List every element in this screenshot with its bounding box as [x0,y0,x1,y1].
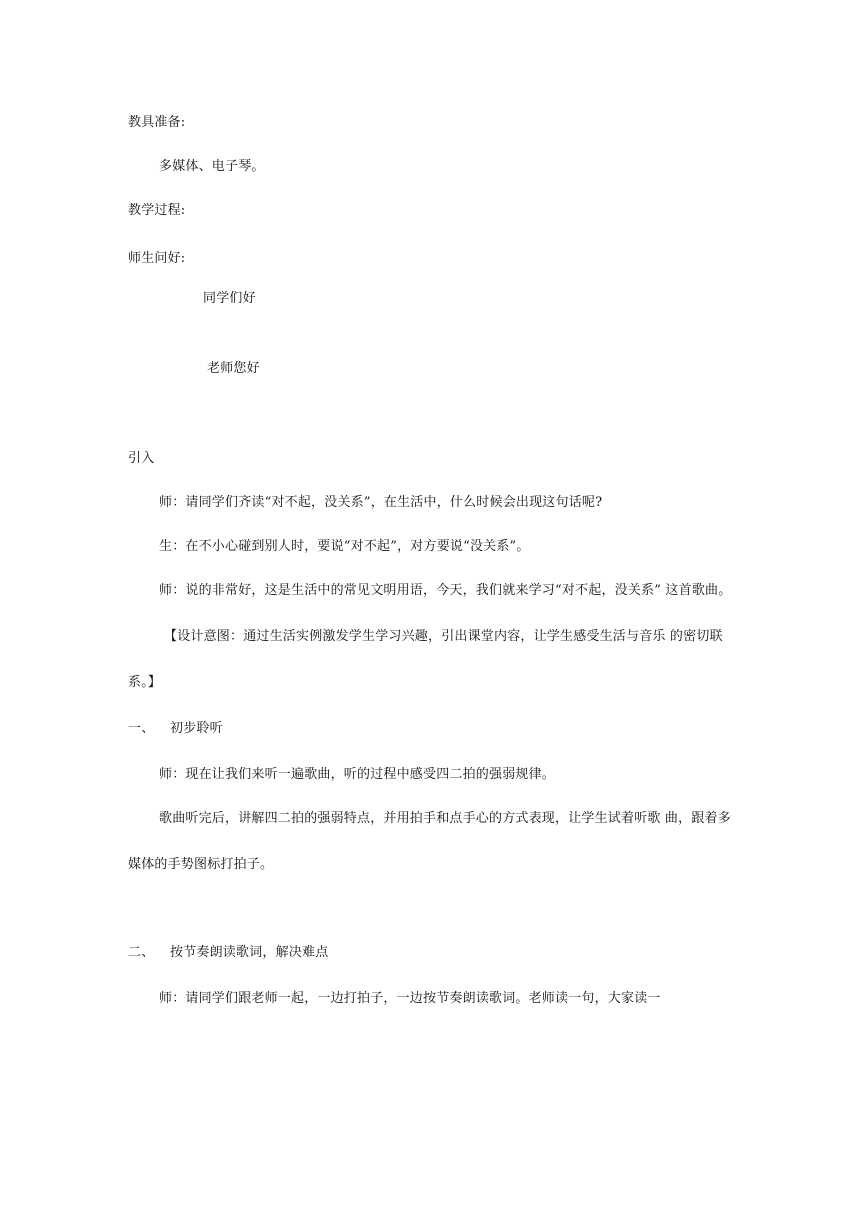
greeting-heading: 师生问好: [128,251,186,266]
section-2-teacher: 师：请同学们跟老师一起，一边打拍子，一边按节奏朗读歌词。老师读一句，大家读一 [159,991,661,1006]
greeting-teacher: 同学们好 [203,291,256,306]
section-2-title: 按节奏朗读歌词，解决难点 [170,945,329,960]
section-1-number: 一、 [128,721,155,736]
section-2-number: 二、 [128,945,155,960]
materials-text: 多媒体、电子琴。 [159,159,265,174]
process-heading: 教学过程: [128,203,186,218]
section-1-paragraph-line-1: 歌曲听完后，讲解四二拍的强弱特点，并用拍手和点手心的方式表现，让学生试着听歌 曲，跟着多 [159,811,731,826]
intro-teacher-response: 师：说的非常好，这是生活中的常见文明用语，今天，我们就来学习“对不起，没关系” 这首歌曲。 [159,583,732,598]
section-1-teacher: 师：现在让我们来听一遍歌曲，听的过程中感受四二拍的强弱规律。 [159,767,556,782]
section-1-paragraph-line-2: 媒体的手势图标打拍子。 [128,857,274,872]
intro-student-answer: 生：在不小心碰到别人时，要说“对不起”，对方要说“没关系”。 [159,539,530,554]
intro-heading: 引入 [128,451,155,466]
greeting-students: 老师您好 [207,361,260,376]
section-1-title: 初步聆听 [170,721,223,736]
intro-teacher-question: 师：请同学们齐读“对不起，没关系”，在生活中，什么时候会出现这句话呢? [159,495,603,510]
materials-heading: 教具准备: [128,115,186,130]
design-intent-line-1: 【设计意图：通过生活实例激发学生学习兴趣，引出课堂内容，让学生感受生活与音乐 的密切联 [164,629,723,644]
design-intent-line-2: 系。】 [128,675,162,690]
